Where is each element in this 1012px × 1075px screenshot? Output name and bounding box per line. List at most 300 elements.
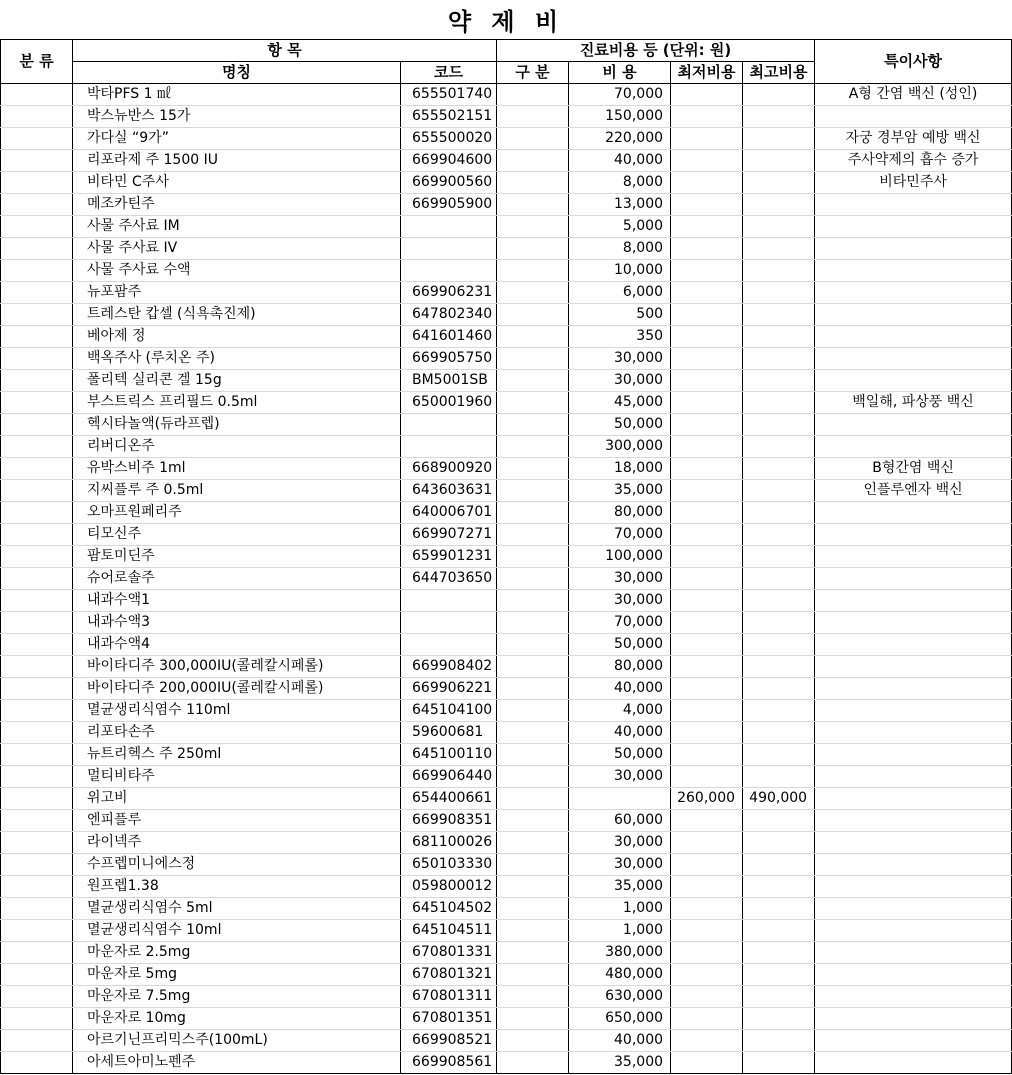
note-cell: 백일해, 파상풍 백신: [815, 392, 1012, 414]
table-row: [1, 436, 1012, 458]
drug-code-cell: 643603631: [401, 480, 497, 502]
division-cell: [497, 348, 569, 370]
min-cost-cell: [671, 524, 743, 546]
division-cell: [497, 172, 569, 194]
cost-cell: 4,000: [569, 700, 671, 722]
cost-cell: 40,000: [569, 678, 671, 700]
drug-name-cell: 마운자로 2.5mg: [73, 942, 401, 964]
drug-code-cell: 669900560: [401, 172, 497, 194]
drug-name-cell: 원프렙1.38: [73, 876, 401, 898]
cost-cell: 40,000: [569, 722, 671, 744]
drug-name-cell: 리포타손주: [73, 722, 401, 744]
min-cost-cell: [671, 832, 743, 854]
division-cell: [497, 832, 569, 854]
division-cell: [497, 744, 569, 766]
header-item-group: 항 목: [73, 40, 497, 62]
category-cell: [1, 260, 73, 282]
min-cost-cell: [671, 84, 743, 106]
note-cell: 인플루엔자 백신: [815, 480, 1012, 502]
table-row: [1, 392, 1012, 414]
category-cell: [1, 744, 73, 766]
division-cell: [497, 568, 569, 590]
note-cell: [815, 700, 1012, 722]
drug-name-cell: 마운자로 10mg: [73, 1008, 401, 1030]
category-cell: [1, 524, 73, 546]
table-body: [1, 84, 1012, 1074]
table-row: [1, 458, 1012, 480]
max-cost-cell: [743, 370, 815, 392]
note-cell: [815, 744, 1012, 766]
drug-name-cell: 위고비: [73, 788, 401, 810]
division-cell: [497, 84, 569, 106]
drug-name-cell: 마운자로 7.5mg: [73, 986, 401, 1008]
division-cell: [497, 810, 569, 832]
category-cell: [1, 964, 73, 986]
table-row: [1, 238, 1012, 260]
cost-cell: 30,000: [569, 854, 671, 876]
table-row: [1, 546, 1012, 568]
min-cost-cell: [671, 656, 743, 678]
category-cell: [1, 216, 73, 238]
drug-code-cell: [401, 260, 497, 282]
note-cell: [815, 942, 1012, 964]
drug-name-cell: 폴리텍 실리콘 겔 15g: [73, 370, 401, 392]
category-cell: [1, 788, 73, 810]
note-cell: [815, 436, 1012, 458]
division-cell: [497, 436, 569, 458]
cost-cell: 220,000: [569, 128, 671, 150]
cost-cell: 70,000: [569, 524, 671, 546]
header-category: 분 류: [1, 40, 73, 84]
note-cell: [815, 788, 1012, 810]
note-cell: [815, 678, 1012, 700]
note-cell: [815, 766, 1012, 788]
division-cell: [497, 854, 569, 876]
drug-name-cell: 멸균생리식염수 5ml: [73, 898, 401, 920]
table-row: [1, 282, 1012, 304]
cost-cell: 30,000: [569, 370, 671, 392]
table-row: [1, 722, 1012, 744]
drug-name-cell: 헥시타놀액(듀라프렙): [73, 414, 401, 436]
min-cost-cell: [671, 898, 743, 920]
drug-code-cell: 645100110: [401, 744, 497, 766]
cost-cell: 30,000: [569, 348, 671, 370]
division-cell: [497, 678, 569, 700]
drug-name-cell: 엔피플루: [73, 810, 401, 832]
category-cell: [1, 700, 73, 722]
table-row: [1, 84, 1012, 106]
cost-cell: 30,000: [569, 568, 671, 590]
cost-cell: 6,000: [569, 282, 671, 304]
note-cell: A형 간염 백신 (성인): [815, 84, 1012, 106]
drug-name-cell: 뉴포팜주: [73, 282, 401, 304]
drug-name-cell: 박스뉴반스 15가: [73, 106, 401, 128]
cost-cell: 18,000: [569, 458, 671, 480]
cost-cell: [569, 788, 671, 810]
note-cell: [815, 348, 1012, 370]
division-cell: [497, 876, 569, 898]
category-cell: [1, 986, 73, 1008]
category-cell: [1, 458, 73, 480]
table-row: [1, 150, 1012, 172]
drug-code-cell: 644703650: [401, 568, 497, 590]
max-cost-cell: [743, 392, 815, 414]
min-cost-cell: [671, 810, 743, 832]
drug-code-cell: 681100026: [401, 832, 497, 854]
table-row: [1, 898, 1012, 920]
note-cell: [815, 238, 1012, 260]
header-notes: 특이사항: [815, 40, 1012, 84]
drug-name-cell: 바이타디주 200,000IU(콜레칼시페롤): [73, 678, 401, 700]
cost-cell: 500: [569, 304, 671, 326]
category-cell: [1, 106, 73, 128]
drug-code-cell: 669906231: [401, 282, 497, 304]
category-cell: [1, 810, 73, 832]
table-row: [1, 1008, 1012, 1030]
drug-name-cell: 지씨플루 주 0.5ml: [73, 480, 401, 502]
division-cell: [497, 1052, 569, 1074]
table-row: [1, 304, 1012, 326]
drug-code-cell: 650103330: [401, 854, 497, 876]
note-cell: [815, 832, 1012, 854]
division-cell: [497, 898, 569, 920]
category-cell: [1, 876, 73, 898]
cost-cell: 13,000: [569, 194, 671, 216]
cost-cell: 350: [569, 326, 671, 348]
category-cell: [1, 546, 73, 568]
title-bar: [0, 0, 1012, 39]
category-cell: [1, 436, 73, 458]
cost-cell: 45,000: [569, 392, 671, 414]
max-cost-cell: [743, 964, 815, 986]
drug-name-cell: 멸균생리식염수 10ml: [73, 920, 401, 942]
note-cell: [815, 986, 1012, 1008]
drug-code-cell: 59600681: [401, 722, 497, 744]
category-cell: [1, 480, 73, 502]
cost-cell: 150,000: [569, 106, 671, 128]
category-cell: [1, 1030, 73, 1052]
cost-cell: 60,000: [569, 810, 671, 832]
note-cell: [815, 282, 1012, 304]
max-cost-cell: [743, 216, 815, 238]
drug-name-cell: 베아제 정: [73, 326, 401, 348]
max-cost-cell: [743, 1008, 815, 1030]
division-cell: [497, 458, 569, 480]
min-cost-cell: [671, 1030, 743, 1052]
category-cell: [1, 590, 73, 612]
drug-code-cell: BM5001SB: [401, 370, 497, 392]
max-cost-cell: [743, 612, 815, 634]
table-row: [1, 920, 1012, 942]
note-cell: [815, 106, 1012, 128]
category-cell: [1, 1008, 73, 1030]
note-cell: 자궁 경부암 예방 백신: [815, 128, 1012, 150]
category-cell: [1, 282, 73, 304]
drug-name-cell: 사물 주사료 수액: [73, 260, 401, 282]
category-cell: [1, 722, 73, 744]
max-cost-cell: [743, 546, 815, 568]
cost-cell: 380,000: [569, 942, 671, 964]
note-cell: [815, 1030, 1012, 1052]
min-cost-cell: [671, 414, 743, 436]
drug-code-cell: [401, 436, 497, 458]
max-cost-cell: [743, 832, 815, 854]
max-cost-cell: [743, 128, 815, 150]
drug-name-cell: 비타민 C주사: [73, 172, 401, 194]
max-cost-cell: [743, 700, 815, 722]
min-cost-cell: [671, 920, 743, 942]
category-cell: [1, 348, 73, 370]
table-row: [1, 194, 1012, 216]
drug-name-cell: 내과수액4: [73, 634, 401, 656]
max-cost-cell: [743, 238, 815, 260]
table-row: [1, 700, 1012, 722]
cost-cell: 40,000: [569, 150, 671, 172]
drug-code-cell: 645104511: [401, 920, 497, 942]
header-division: 구 분: [497, 62, 569, 84]
table-row: [1, 612, 1012, 634]
max-cost-cell: [743, 766, 815, 788]
min-cost-cell: [671, 260, 743, 282]
max-cost-cell: [743, 304, 815, 326]
cost-cell: 70,000: [569, 612, 671, 634]
drug-code-cell: 669908402: [401, 656, 497, 678]
min-cost-cell: [671, 942, 743, 964]
max-cost-cell: [743, 810, 815, 832]
category-cell: [1, 634, 73, 656]
drug-code-cell: 640006701: [401, 502, 497, 524]
division-cell: [497, 788, 569, 810]
max-cost-cell: [743, 986, 815, 1008]
cost-cell: 50,000: [569, 414, 671, 436]
drug-code-cell: 669906440: [401, 766, 497, 788]
note-cell: [815, 304, 1012, 326]
cost-cell: 1,000: [569, 920, 671, 942]
drug-code-cell: 659901231: [401, 546, 497, 568]
max-cost-cell: [743, 436, 815, 458]
header-cost-group: 진료비용 등 (단위: 원): [497, 40, 815, 62]
cost-cell: 35,000: [569, 876, 671, 898]
category-cell: [1, 194, 73, 216]
header-max-cost: 최고비용: [743, 62, 815, 84]
max-cost-cell: [743, 84, 815, 106]
drug-name-cell: 수프렙미니에스정: [73, 854, 401, 876]
max-cost-cell: [743, 414, 815, 436]
cost-cell: 50,000: [569, 634, 671, 656]
min-cost-cell: [671, 854, 743, 876]
division-cell: [497, 370, 569, 392]
max-cost-cell: [743, 480, 815, 502]
drug-name-cell: 팜토미딘주: [73, 546, 401, 568]
cost-cell: 300,000: [569, 436, 671, 458]
min-cost-cell: [671, 1052, 743, 1074]
drug-name-cell: 멀티비타주: [73, 766, 401, 788]
cost-cell: 50,000: [569, 744, 671, 766]
drug-code-cell: 655500020: [401, 128, 497, 150]
note-cell: [815, 260, 1012, 282]
division-cell: [497, 942, 569, 964]
division-cell: [497, 700, 569, 722]
min-cost-cell: [671, 722, 743, 744]
division-cell: [497, 986, 569, 1008]
category-cell: [1, 656, 73, 678]
note-cell: [815, 810, 1012, 832]
category-cell: [1, 678, 73, 700]
drug-name-cell: 아세트아미노펜주: [73, 1052, 401, 1074]
drug-code-cell: 668900920: [401, 458, 497, 480]
cost-cell: 8,000: [569, 172, 671, 194]
max-cost-cell: [743, 282, 815, 304]
table-row: [1, 634, 1012, 656]
cost-cell: 8,000: [569, 238, 671, 260]
note-cell: [815, 612, 1012, 634]
drug-name-cell: 내과수액1: [73, 590, 401, 612]
note-cell: [815, 876, 1012, 898]
cost-cell: 80,000: [569, 502, 671, 524]
drug-code-cell: [401, 590, 497, 612]
cost-cell: 30,000: [569, 832, 671, 854]
note-cell: 주사약제의 흡수 증가: [815, 150, 1012, 172]
cost-cell: 40,000: [569, 1030, 671, 1052]
max-cost-cell: [743, 1030, 815, 1052]
min-cost-cell: 260,000: [671, 788, 743, 810]
max-cost-cell: [743, 854, 815, 876]
drug-code-cell: 641601460: [401, 326, 497, 348]
category-cell: [1, 238, 73, 260]
max-cost-cell: [743, 194, 815, 216]
drug-name-cell: 리포라제 주 1500 IU: [73, 150, 401, 172]
category-cell: [1, 898, 73, 920]
min-cost-cell: [671, 348, 743, 370]
division-cell: [497, 1008, 569, 1030]
division-cell: [497, 260, 569, 282]
category-cell: [1, 326, 73, 348]
header-cost: 비 용: [569, 62, 671, 84]
drug-code-cell: 059800012: [401, 876, 497, 898]
division-cell: [497, 964, 569, 986]
min-cost-cell: [671, 612, 743, 634]
note-cell: [815, 326, 1012, 348]
drug-name-cell: 뉴트리헥스 주 250ml: [73, 744, 401, 766]
max-cost-cell: 490,000: [743, 788, 815, 810]
table-row: [1, 986, 1012, 1008]
drug-code-cell: [401, 216, 497, 238]
note-cell: 비타민주사: [815, 172, 1012, 194]
max-cost-cell: [743, 898, 815, 920]
note-cell: [815, 898, 1012, 920]
drug-name-cell: 티모신주: [73, 524, 401, 546]
division-cell: [497, 392, 569, 414]
drug-name-cell: 내과수액3: [73, 612, 401, 634]
drug-name-cell: 유박스비주 1ml: [73, 458, 401, 480]
min-cost-cell: [671, 150, 743, 172]
table-row: [1, 1030, 1012, 1052]
table-row: [1, 964, 1012, 986]
note-cell: [815, 216, 1012, 238]
min-cost-cell: [671, 128, 743, 150]
min-cost-cell: [671, 172, 743, 194]
min-cost-cell: [671, 216, 743, 238]
min-cost-cell: [671, 986, 743, 1008]
category-cell: [1, 612, 73, 634]
note-cell: [815, 964, 1012, 986]
category-cell: [1, 414, 73, 436]
note-cell: [815, 370, 1012, 392]
table-row: [1, 942, 1012, 964]
table-row: [1, 810, 1012, 832]
drug-fee-table: [0, 39, 1012, 1074]
min-cost-cell: [671, 546, 743, 568]
min-cost-cell: [671, 876, 743, 898]
header-name: 명칭: [73, 62, 401, 84]
note-cell: [815, 414, 1012, 436]
division-cell: [497, 1030, 569, 1052]
drug-name-cell: 라이넥주: [73, 832, 401, 854]
cost-cell: 80,000: [569, 656, 671, 678]
division-cell: [497, 150, 569, 172]
note-cell: [815, 920, 1012, 942]
note-cell: [815, 590, 1012, 612]
category-cell: [1, 920, 73, 942]
table-row: [1, 502, 1012, 524]
drug-name-cell: 오마프원페리주: [73, 502, 401, 524]
max-cost-cell: [743, 876, 815, 898]
min-cost-cell: [671, 480, 743, 502]
table-row: [1, 766, 1012, 788]
division-cell: [497, 216, 569, 238]
drug-code-cell: 669908351: [401, 810, 497, 832]
min-cost-cell: [671, 436, 743, 458]
min-cost-cell: [671, 238, 743, 260]
division-cell: [497, 590, 569, 612]
division-cell: [497, 766, 569, 788]
category-cell: [1, 502, 73, 524]
drug-code-cell: 654400661: [401, 788, 497, 810]
max-cost-cell: [743, 920, 815, 942]
drug-code-cell: 669906221: [401, 678, 497, 700]
category-cell: [1, 766, 73, 788]
division-cell: [497, 480, 569, 502]
max-cost-cell: [743, 172, 815, 194]
table-row: [1, 568, 1012, 590]
header-code: 코드: [401, 62, 497, 84]
category-cell: [1, 1052, 73, 1074]
cost-cell: 35,000: [569, 480, 671, 502]
division-cell: [497, 238, 569, 260]
table-row: [1, 260, 1012, 282]
table-row: [1, 876, 1012, 898]
cost-cell: 480,000: [569, 964, 671, 986]
drug-code-cell: 645104100: [401, 700, 497, 722]
drug-code-cell: 655502151: [401, 106, 497, 128]
cost-cell: 30,000: [569, 766, 671, 788]
min-cost-cell: [671, 964, 743, 986]
category-cell: [1, 150, 73, 172]
drug-code-cell: [401, 238, 497, 260]
division-cell: [497, 128, 569, 150]
max-cost-cell: [743, 502, 815, 524]
division-cell: [497, 194, 569, 216]
min-cost-cell: [671, 678, 743, 700]
category-cell: [1, 854, 73, 876]
division-cell: [497, 612, 569, 634]
drug-name-cell: 박타PFS 1 ㎖: [73, 84, 401, 106]
table-row: [1, 678, 1012, 700]
min-cost-cell: [671, 766, 743, 788]
table-row: [1, 414, 1012, 436]
page-title: 약 제 비: [447, 8, 565, 36]
drug-code-cell: 645104502: [401, 898, 497, 920]
